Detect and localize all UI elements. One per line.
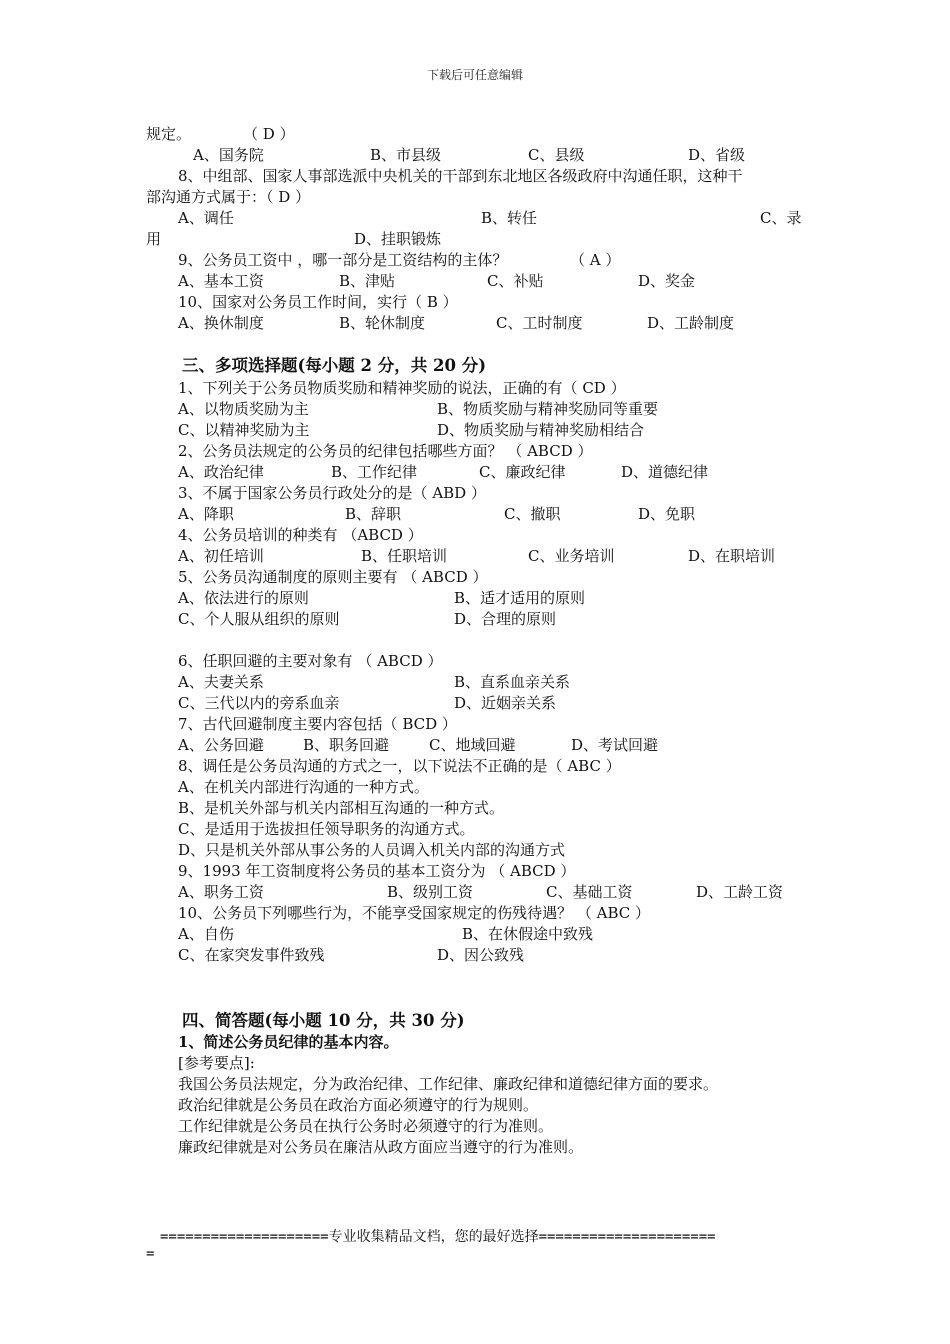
page-footer-tail: = — [146, 1246, 155, 1262]
page-header: 下载后可任意编辑 — [426, 68, 523, 82]
page-footer: ====================专业收集精品文档，您的最好选择===================== — [160, 1229, 716, 1245]
